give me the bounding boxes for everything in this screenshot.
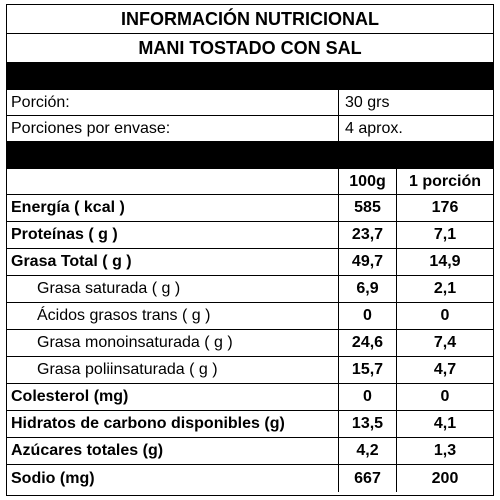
nutrient-label: Colesterol (mg) <box>7 384 339 410</box>
servings-label: Porciones por envase: <box>7 116 339 141</box>
portion-value: 30 grs <box>345 93 390 111</box>
nutrient-label: Ácidos grasos trans ( g ) <box>7 303 339 329</box>
nutrient-row-monounsaturated-fat <box>7 330 493 357</box>
nutrient-value-portion: 14,9 <box>429 253 461 270</box>
nutrient-row-cholesterol <box>7 384 493 411</box>
nutrient-value-portion: 4,1 <box>433 415 457 432</box>
column-header-100g: 100g <box>339 169 397 194</box>
nutrient-label: Grasa poliinsaturada ( g ) <box>7 357 339 383</box>
nutrient-value-portion: 4,7 <box>433 361 457 378</box>
nutrition-table <box>6 4 494 496</box>
servings-row <box>7 116 493 142</box>
nutrient-row-energy <box>7 195 493 222</box>
nutrient-value-portion: 176 <box>431 199 459 216</box>
portion-row <box>7 90 493 116</box>
nutrient-label: Energía ( kcal ) <box>7 195 339 221</box>
nutrient-value-100g: 0 <box>339 384 397 410</box>
nutrient-value-portion: 0 <box>440 307 450 324</box>
nutrient-label: Sodio (mg) <box>7 465 339 492</box>
nutrient-value-portion: 7,1 <box>433 226 457 243</box>
nutrient-value-100g: 13,5 <box>339 411 397 437</box>
product-name: MANI TOSTADO CON SAL <box>7 34 493 63</box>
nutrient-value-100g: 0 <box>339 303 397 329</box>
nutrient-value-100g: 49,7 <box>339 249 397 275</box>
nutrient-value-portion: 7,4 <box>433 334 457 351</box>
nutrient-row-saturated-fat <box>7 276 493 303</box>
nutrient-label: Grasa monoinsaturada ( g ) <box>7 330 339 356</box>
nutrient-row-total-fat <box>7 249 493 276</box>
nutrient-row-sodium <box>7 465 493 492</box>
nutrient-value-100g: 4,2 <box>339 438 397 464</box>
portion-label: Porción: <box>7 90 339 115</box>
nutrient-label: Proteínas ( g ) <box>7 222 339 248</box>
nutrient-label: Hidratos de carbono disponibles (g) <box>7 411 339 437</box>
nutrient-row-trans-fat <box>7 303 493 330</box>
nutrient-value-portion: 0 <box>440 388 450 405</box>
nutrient-label: Grasa saturada ( g ) <box>7 276 339 302</box>
servings-value: 4 aprox. <box>345 119 403 137</box>
nutrient-row-polyunsaturated-fat <box>7 357 493 384</box>
nutrient-value-portion: 200 <box>431 469 459 487</box>
nutrient-row-carbohydrates <box>7 411 493 438</box>
column-header-portion: 1 porción <box>408 172 481 190</box>
nutrient-value-100g: 6,9 <box>339 276 397 302</box>
column-header-row <box>7 169 493 195</box>
column-header-blank <box>7 169 339 194</box>
nutrient-row-sugars <box>7 438 493 465</box>
nutrient-label: Azúcares totales (g) <box>7 438 339 464</box>
nutrient-value-100g: 585 <box>339 195 397 221</box>
nutrient-value-100g: 24,6 <box>339 330 397 356</box>
nutrient-value-portion: 2,1 <box>433 280 457 297</box>
nutrient-value-100g: 667 <box>339 465 397 492</box>
nutrient-value-100g: 23,7 <box>339 222 397 248</box>
nutrient-value-portion: 1,3 <box>433 442 457 459</box>
nutrient-label: Grasa Total ( g ) <box>7 249 339 275</box>
black-divider-bar <box>7 142 493 169</box>
black-divider-bar <box>7 63 493 90</box>
nutrient-value-100g: 15,7 <box>339 357 397 383</box>
nutrient-row-protein <box>7 222 493 249</box>
table-title: INFORMACIÓN NUTRICIONAL <box>7 5 493 34</box>
